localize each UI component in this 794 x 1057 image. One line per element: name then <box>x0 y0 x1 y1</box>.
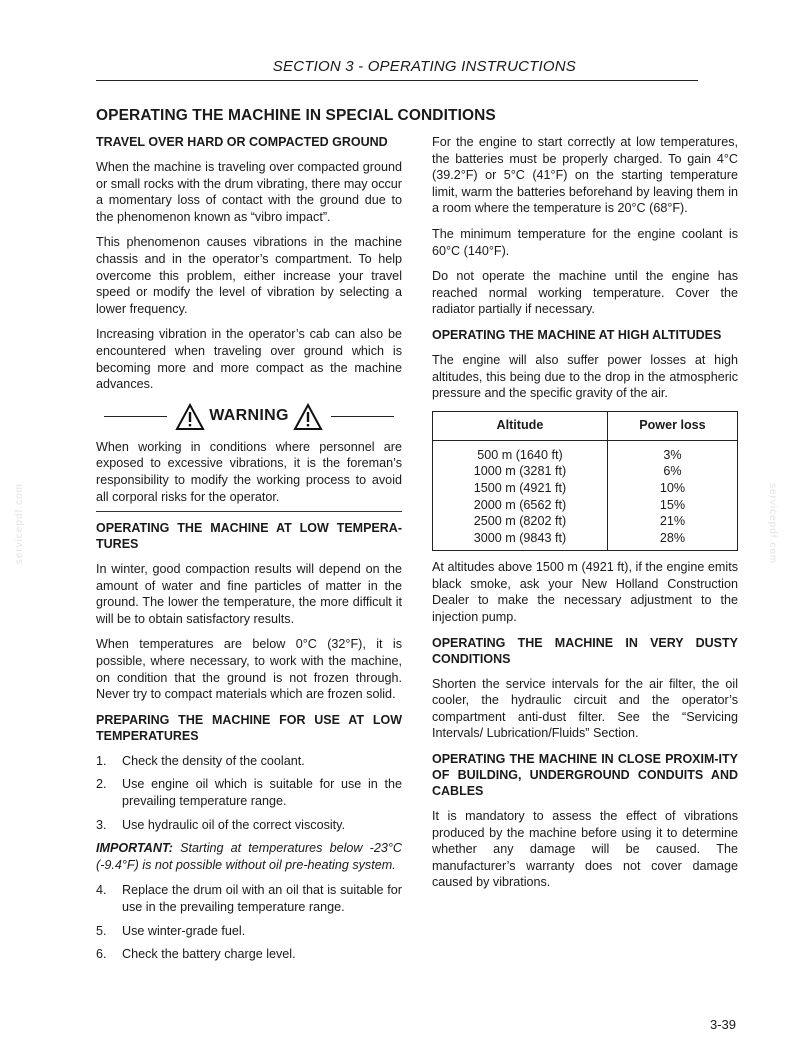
list-item <box>96 946 402 963</box>
step-text: Use winter-grade fuel. <box>122 923 246 938</box>
step-text: Check the battery charge level. <box>122 947 296 962</box>
table-row <box>433 497 738 514</box>
cell-power-loss: 10% <box>607 480 737 497</box>
cell-power-loss: 6% <box>607 463 737 480</box>
column-header-altitude: Altitude <box>433 411 608 440</box>
paragraph: It is mandatory to assess the effect of vibrations produced by the machine before using it to determine whether any damage will be caused. The manufacturer’s warranty does not cover damage caused by vibrations. <box>432 809 738 890</box>
divider <box>104 416 167 417</box>
section-title-close-proximity: OPERATING THE MACHINE IN CLOSE PROXIM-ITY OF BUILDING, UNDERGROUND CONDUITS AND CABLES <box>432 752 738 799</box>
cell-altitude: 500 m (1640 ft) <box>477 447 563 462</box>
watermark-left: servicepdf.com <box>14 483 25 565</box>
page-title: OPERATING THE MACHINE IN SPECIAL CONDITIONS <box>96 107 496 124</box>
step-number: 6. <box>96 947 107 962</box>
list-item <box>96 753 402 770</box>
cell-power-loss: 15% <box>607 497 737 514</box>
right-column <box>432 134 738 900</box>
cell-power-loss: 28% <box>607 530 737 551</box>
column-header-power-loss: Power loss <box>607 411 737 440</box>
cell-power-loss: 3% <box>607 440 737 463</box>
paragraph: The engine will also suffer power losses at high altitudes, this being due to the drop in the atmospheric pressure and the specific gravity of the air. <box>432 352 738 401</box>
cell-altitude: 2500 m (8202 ft) <box>473 514 567 529</box>
section-title-high-altitudes: OPERATING THE MACHINE AT HIGH ALTITUDES <box>432 327 722 342</box>
step-number: 5. <box>96 923 107 938</box>
cell-altitude: 1000 m (3281 ft) <box>473 464 567 479</box>
page-number: 3-39 <box>709 1017 736 1032</box>
paragraph: For the engine to start correctly at low temperatures, the batteries must be properly charged. To gain 4°C (39.2°F) or 5°C (41°F) on the starting temperature limit, warm the batteries beforehand by leaving them in a room where the temperature is 20°C (68°F). <box>432 135 738 216</box>
paragraph: Shorten the service intervals for the air filter, the oil cooler, the hydraulic circuit and the operator’s compartment anti-dust filter. See the “Servicing Intervals/ Lubrication/Fluids” Section. <box>432 676 738 741</box>
paragraph: When temperatures are below 0°C (32°F), it is possible, where necessary, to work with the machine, on condition that the ground is not frozen through. Never try to compact materials which are frozen solid. <box>96 637 402 702</box>
paragraph: The minimum temperature for the engine coolant is 60°C (140°F). <box>432 226 738 258</box>
step-number: 2. <box>96 777 107 792</box>
altitude-power-table <box>432 411 738 552</box>
table-row <box>433 440 738 463</box>
step-number: 1. <box>96 753 107 768</box>
paragraph: This phenomenon causes vibrations in the machine chassis and in the operator’s compartment. To help overcome this problem, either increase your travel speed or modify the level of vibration by selecting a lower frequency. <box>96 235 402 316</box>
left-column <box>96 134 402 970</box>
paragraph: At altitudes above 1500 m (4921 ft), if the engine emits black smoke, ask your New Holland Construction Dealer to make the necessary adjustment to the injection pump. <box>432 560 738 625</box>
section-title-hard-ground: TRAVEL OVER HARD OR COMPACTED GROUND <box>96 135 388 149</box>
step-text: Replace the drum oil with an oil that is suitable for use in the prevailing temperature range. <box>122 883 402 914</box>
table-row <box>433 530 738 551</box>
important-label: IMPORTANT: <box>96 841 173 856</box>
paragraph: When the machine is traveling over compacted ground or small rocks with the drum vibrating, there may occur a momentary loss of contact with the ground due to the phenomenon known as “vibro impact”. <box>96 160 402 224</box>
watermark-right: servicepdf.com <box>767 483 778 565</box>
divider <box>96 511 402 512</box>
warning-label: WARNING <box>209 407 289 425</box>
paragraph: Increasing vibration in the operator’s cab can also be encountered when traveling over ground which is becoming more and more compact as the machine advances. <box>96 327 402 392</box>
table-row <box>433 480 738 497</box>
list-item <box>96 923 402 940</box>
paragraph: In winter, good compaction results will depend on the amount of water and fine particles of matter in the ground. The lower the temperature, the more difficult it will be to obtain satisfactory results. <box>96 562 402 626</box>
paragraph: Do not operate the machine until the engine has reached normal working temperature. Cover the radiator partially if necessary. <box>432 269 738 317</box>
cell-power-loss: 21% <box>607 513 737 530</box>
table-row <box>433 463 738 480</box>
warning-text: When working in conditions where personnel are exposed to excessive vibrations, it is the foreman’s responsibility to modify the working process to avoid all corporal risks for the operator. <box>96 439 402 504</box>
list-item <box>96 817 402 834</box>
important-note <box>96 840 402 873</box>
step-number: 3. <box>96 817 107 832</box>
section-title-dusty: OPERATING THE MACHINE IN VERY DUSTY CONDITIONS <box>432 635 738 666</box>
table-header-row <box>433 411 738 440</box>
section-title-low-temperatures: OPERATING THE MACHINE AT LOW TEMPERA-TURES <box>96 521 402 552</box>
step-text: Use engine oil which is suitable for use in the prevailing temperature range. <box>122 777 402 809</box>
list-item <box>96 882 402 915</box>
warning-triangle-icon <box>175 403 205 431</box>
list-item <box>96 776 402 809</box>
section-title-preparing: PREPARING THE MACHINE FOR USE AT LOW TEMPERATURES <box>96 712 402 743</box>
section-header: SECTION 3 - OPERATING INSTRUCTIONS <box>96 58 698 81</box>
warning-triangle-icon <box>293 403 323 431</box>
divider <box>331 416 394 417</box>
step-text: Check the density of the coolant. <box>122 753 305 768</box>
step-text: Use hydraulic oil of the correct viscosity. <box>122 817 346 832</box>
table-row <box>433 513 738 530</box>
step-number: 4. <box>96 883 107 898</box>
cell-altitude: 3000 m (9843 ft) <box>473 530 567 545</box>
cell-altitude: 1500 m (4921 ft) <box>473 480 567 495</box>
steps-list <box>96 882 402 962</box>
steps-list <box>96 753 402 833</box>
important-text: Starting at temperatures below -23°C (-9.4°F) is not possible without oil pre-heating system. <box>96 841 402 872</box>
warning-heading <box>96 403 402 431</box>
cell-altitude: 2000 m (6562 ft) <box>473 497 567 512</box>
